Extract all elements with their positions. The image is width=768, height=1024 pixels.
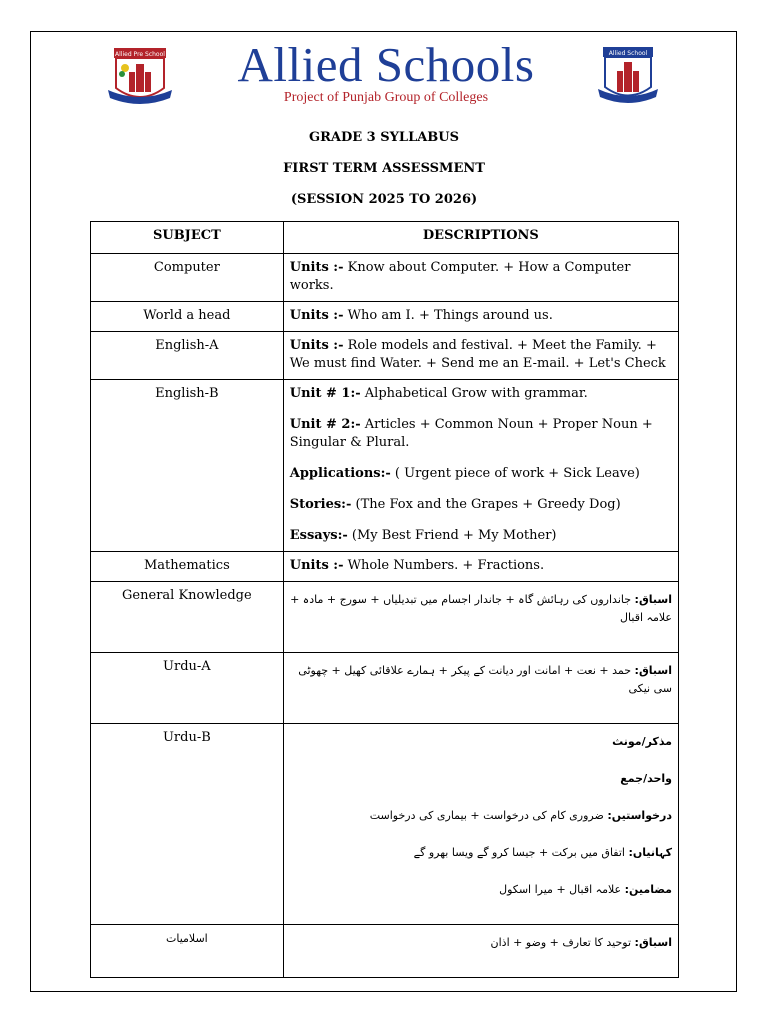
description-text: Role models and festival. + Meet the Family. + We must find Water. + Send me an E-mail. + Let's Check [289,338,666,371]
table-row [91,653,679,724]
description-label: Essays:- [289,528,348,543]
description-line [290,527,672,545]
description-label: مذکر/مونث [612,735,672,748]
description-text: Articles + Common Noun + Proper Noun + Singular & Plural. [289,417,653,450]
description-line [290,337,672,373]
right-logo-text: Allied School [608,50,648,57]
description-line [290,591,672,627]
table-row [91,724,679,925]
description-text: Know about Computer. + How a Computer works. [289,260,631,293]
description-label: واحد/جمع [620,772,672,785]
description-cell [283,653,678,724]
term-heading: FIRST TERM ASSESSMENT [283,161,485,176]
column-header-subject: SUBJECT [91,222,284,254]
description-cell [283,302,678,332]
description-line [290,259,672,295]
description-text: Alphabetical Grow with grammar. [360,386,588,401]
description-label: Units :- [289,308,344,323]
description-text: Who am I. + Things around us. [343,308,553,323]
description-line [290,807,672,825]
description-label: Units :- [289,338,344,353]
description-text: جانداروں کی رہائش گاہ + جاندار اجسام میں تبدیلیاں + سورج + مادہ + علامہ اقبال [290,593,672,624]
description-text: (My Best Friend + My Mother) [347,528,557,543]
description-text: ضروری کام کی درخواست + بیماری کی درخواست [369,809,608,822]
description-label: Stories:- [289,497,352,512]
description-label: Unit # 2:- [289,417,361,432]
description-cell [283,552,678,582]
description-text: علامہ اقبال + میرا اسکول [499,883,625,896]
syllabus-headings [90,127,678,220]
subject-cell: Mathematics [91,552,284,582]
description-line [290,307,672,325]
description-cell [283,724,678,925]
description-cell [283,582,678,653]
left-logo-text: Allied Pre School [115,51,165,58]
table-row [91,380,679,552]
description-label: اسباق: [634,593,672,606]
table-row [91,254,679,302]
description-label: اسباق: [634,664,672,677]
description-text: ( Urgent piece of work + Sick Leave) [390,466,640,481]
table-row [91,582,679,653]
session-heading: (SESSION 2025 TO 2026) [290,192,478,207]
subject-cell: English-A [91,332,284,380]
description-text: Whole Numbers. + Fractions. [343,558,545,573]
description-cell [283,925,678,978]
school-header [100,37,680,112]
table-row [91,332,679,380]
brand-subtitle: Project of Punjab Group of Colleges [283,90,489,105]
allied-pre-school-logo-icon [108,44,172,110]
description-text: (The Fox and the Grapes + Greedy Dog) [351,497,621,512]
table-row [91,925,679,978]
table-row [91,552,679,582]
description-label: مضامین: [624,883,672,896]
subject-cell: Urdu-B [91,724,284,925]
description-line [290,385,672,403]
description-label: اسباق: [634,936,672,949]
description-line [290,733,672,751]
description-line [290,496,672,514]
description-label: Applications:- [289,466,391,481]
table-row [91,302,679,332]
description-label: کہانیاں: [628,846,672,859]
description-line [290,465,672,483]
description-text: توحید کا تعارف + وضو + اذان [490,936,635,949]
subject-cell: اسلامیات [91,925,284,978]
table-header-row [91,222,679,254]
description-line [290,557,672,575]
description-line [290,844,672,862]
description-label: Units :- [289,260,344,275]
description-cell [283,254,678,302]
description-line [290,881,672,899]
description-line [290,416,672,452]
description-label: Units :- [289,558,344,573]
description-line [290,770,672,788]
subject-cell: Urdu-A [91,653,284,724]
subject-cell: World a head [91,302,284,332]
column-header-descriptions: DESCRIPTIONS [283,222,678,254]
description-text: حمد + نعت + امانت اور دیانت کے پیکر + ہمارے علاقائی کھیل + چھوٹی سی نیکی [298,664,672,695]
brand-title: Allied Schools [237,37,535,92]
grade-heading: GRADE 3 SYLLABUS [308,130,460,145]
description-cell [283,332,678,380]
subject-cell: English-B [91,380,284,552]
syllabus-table [90,221,679,978]
table-body [91,254,679,978]
description-text: اتفاق میں برکت + جیسا کرو گے ویسا بھرو گے [413,846,629,859]
description-label: Unit # 1:- [289,386,361,401]
description-cell [283,380,678,552]
subject-cell: Computer [91,254,284,302]
description-line [290,662,672,698]
description-line [290,934,672,952]
subject-cell: General Knowledge [91,582,284,653]
description-label: درخواستیں: [607,809,672,822]
allied-school-logo-icon [598,44,658,110]
